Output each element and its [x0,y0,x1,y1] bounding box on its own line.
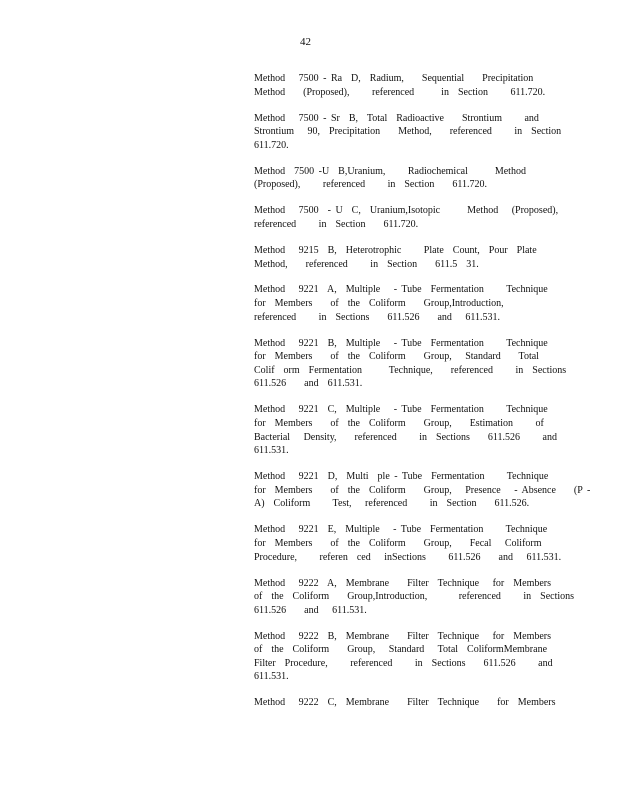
entry-line: for Members of the Coliform Group, Presence - Absence (P - [254,484,591,496]
entry-line: 611.531. [254,445,289,457]
entry-line: Method 7500 - Ra D, Radium, Sequential Precipitation [254,73,534,84]
entry-line: 611.526 and 611.531. [254,378,363,390]
entry-method-9221-b [254,337,567,391]
entry-method-9222-b [254,630,553,684]
entry-method-9221-e [254,523,562,564]
entry-line: Method 9222 C, Membrane Filter Technique for Members [254,697,556,709]
entry-line: Method 7500 - Sr B, Total Radioactive Strontium and [254,112,539,124]
entry-line: for Members of the Coliform Group,Introduction, [254,298,504,310]
entry-line: for Members of the Coliform Group, Standard Total [254,351,539,363]
entry-line: Method 7500 - U C, Uranium,Isotopic Method (Proposed), [254,205,559,217]
entry-method-9215-b [254,244,540,271]
entry-method-9221-d [254,470,591,511]
entry-line: Method 9222 B, Membrane Filter Technique for Members [254,630,552,642]
entry-line: Method 9221 E, Multiple - Tube Fermentation Technique [254,524,548,536]
entry-line: 611.526 and 611.531. [254,604,367,616]
entry-line: Filter Procedure, referenced in Sections 611.526 and [254,657,553,669]
body-text [254,72,591,722]
entry-method-7500-sr-b [254,112,562,153]
entry-line: Method (Proposed), referenced in Section 611.720. [254,86,546,98]
entry-method-9222-c [254,696,556,710]
entry-line: of the Coliform Group, Standard Total ColiformMembrane [254,644,548,656]
entry-method-9221-c [254,403,557,457]
entry-method-7500-ra-d [254,72,546,99]
entry-line: Procedure, referen ced inSections 611.526 and 611.531. [254,551,562,563]
entry-method-7500-u-b [254,165,540,192]
entry-line: Method 7500 -U B,Uranium, Radiochemical Method [254,165,526,177]
entry-line: Method 9215 B, Heterotrophic Plate Count, Pour Plate [254,244,537,256]
entry-method-9221-a [254,283,548,324]
entry-line: Method 9221 C, Multiple - Tube Fermentation Technique [254,404,548,416]
entry-line: A) Coliform Test, referenced in Section 611.526. [254,498,530,510]
entry-line: referenced in Section 611.720. [254,218,419,230]
entry-line: Strontium 90, Precipitation Method, referenced in Section [254,126,562,138]
entry-line: for Members of the Coliform Group, Fecal Coliform [254,537,542,549]
entry-line: 611.531. [254,671,289,683]
entry-line: of the Coliform Group,Introduction, referenced in Sections [254,591,575,603]
entry-line: for Members of the Coliform Group, Estimation of [254,418,544,430]
entry-line: 611.720. [254,139,289,151]
entry-line: Method 9221 D, Multi ple - Tube Fermentation Technique [254,471,549,483]
entry-line: Method 9221 B, Multiple - Tube Fermentation Technique [254,337,548,349]
entry-line: referenced in Sections 611.526 and 611.531. [254,311,501,323]
entry-line: (Proposed), referenced in Section 611.720. [254,179,487,191]
entry-method-7500-u-c [254,204,559,231]
page-number: 42 [300,36,311,48]
entry-line: Method 9221 A, Multiple - Tube Fermentation Technique [254,284,548,296]
entry-line: Method, referenced in Section 611.5 31. [254,258,479,270]
entry-line: Method 9222 A, Membrane Filter Technique for Members [254,577,552,589]
entry-method-9222-a [254,577,575,618]
entry-line: Colif orm Fermentation Technique, referenced in Sections [254,364,567,376]
entry-line: Bacterial Density, referenced in Sections 611.526 and [254,431,557,443]
